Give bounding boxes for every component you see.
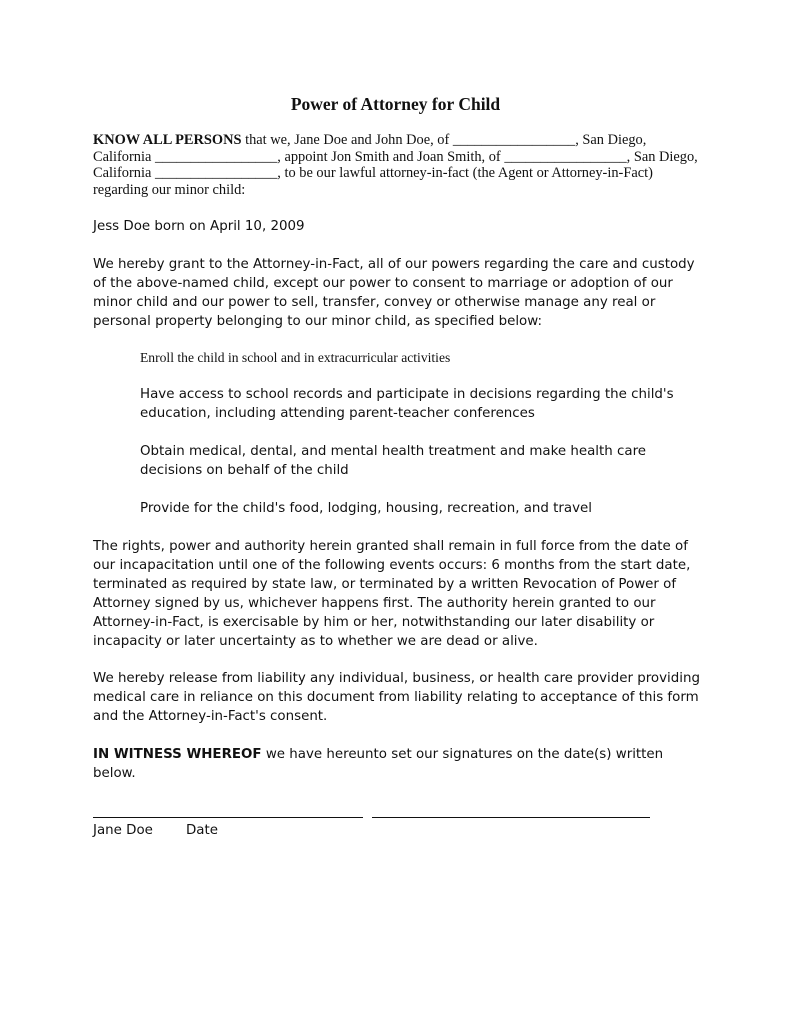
power-item: Obtain medical, dental, and mental health treatment and make health care decisions on behalf of the child [140,444,647,478]
document-title: Power of Attorney for Child [290,94,501,114]
witness-lead: IN WITNESS WHEREOF [93,747,262,762]
grant-paragraph: We hereby grant to the Attorney-in-Fact, all of our powers regarding the care and custody of the above-named child, except our power to consent to marriage or adoption of our minor child and our power to sell, transfer, convey or otherwise manage any real or personal property belonging to our minor child, as specified below: [93,257,695,329]
power-item: Provide for the child's food, lodging, housing, recreation, and travel [140,501,593,516]
intro-text: that we, Jane Doe and John Doe, of _________________, San Diego, California _________________, appoint Jon Smith and Joan Smith, of _________________, San Diego, California _________________, to be our lawful attorney-in-fact (the Agent or Attorney-in-Fact) regarding our minor child: [93,132,698,198]
signature-line-name [93,817,363,818]
intro-paragraph [93,132,703,198]
power-item: Have access to school records and participate in decisions regarding the child's education, including attending parent-teacher conferences [140,387,674,421]
signature-date-label: Date [186,823,219,838]
signature-line-date [372,817,650,818]
witness-paragraph [93,745,703,783]
signature-name-label: Jane Doe [93,823,153,838]
intro-lead: KNOW ALL PERSONS [93,132,242,148]
rights-paragraph: The rights, power and authority herein granted shall remain in full force from the date of our incapacitation until one of the following events occurs: 6 months from the start date, terminated as required by state law, or terminated by a written Revocation of Power of Attorney signed by us, whichever happens first. The authority herein granted to our Attorney-in-Fact, is exercisable by him or her, notwithstanding our later disability or incapacity or later uncertainty as to whether we are dead or alive. [93,539,691,649]
witness-text: we have hereunto set our signatures on the date(s) written below. [93,747,664,781]
power-item: Enroll the child in school and in extracurricular activities [140,350,451,365]
release-paragraph: We hereby release from liability any individual, business, or health care provider providing medical care in reliance on this document from liability relating to acceptance of this form and the Attorney-in-Fact's consent. [93,671,700,724]
child-line: Jess Doe born on April 10, 2009 [93,219,305,234]
